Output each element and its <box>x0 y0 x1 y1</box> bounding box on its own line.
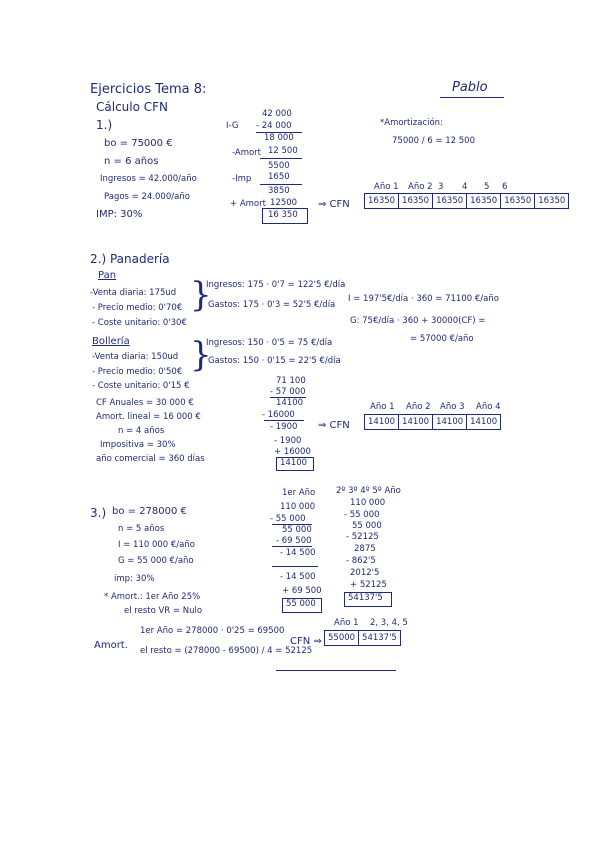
ex2-total-line: = 57000 €/año <box>410 334 474 344</box>
ex3-year: 2, 3, 4, 5 <box>370 618 408 628</box>
ex1-calc: 1650 <box>268 172 290 182</box>
sum-line <box>264 420 304 421</box>
ex1-data-line: Ingresos = 42.000/año <box>100 174 197 184</box>
ex3-amort-first: 1er Año = 278000 · 0'25 = 69500 <box>140 626 285 636</box>
ex2-pan-item: -Venta diaria: 175ud <box>90 288 177 298</box>
page-subtitle: Cálculo CFN <box>96 100 169 114</box>
ex2-calc: 14100 <box>276 398 304 408</box>
ex3-label: 3.) <box>90 506 107 520</box>
table-row <box>365 415 501 430</box>
brace-symbol: } <box>190 275 212 315</box>
ex1-year: 6 <box>502 182 508 192</box>
ex3-year: Año 1 <box>334 618 359 628</box>
ex3-col1: 110 000 <box>280 502 316 512</box>
ex3-col2: - 52125 <box>346 532 379 542</box>
ex3-col1: - 55 000 <box>270 514 306 524</box>
table-cell: 16350 <box>433 194 467 209</box>
ex1-year: 3 <box>438 182 444 192</box>
ex2-extra: año comercial = 360 días <box>96 454 205 464</box>
table-cell: 16350 <box>365 194 399 209</box>
ex2-total-line: I = 197'5€/día · 360 = 71100 €/año <box>348 294 499 304</box>
ex1-result: 16 350 <box>268 210 298 220</box>
ex2-extra: CF Anuales = 30 000 € <box>96 398 194 408</box>
ex2-bolleria-item: -Venta diaria: 150ud <box>92 352 179 362</box>
ex1-year: 5 <box>484 182 490 192</box>
ex3-data-line: n = 5 años <box>118 524 165 534</box>
ex3-amort-note: el resto VR = Nulo <box>124 606 203 616</box>
ex3-data-line: I = 110 000 €/año <box>118 540 195 550</box>
table-cell: 16350 <box>399 194 433 209</box>
ex1-calc: 12500 <box>270 198 298 208</box>
ex1-calc: - 24 000 <box>256 121 292 131</box>
ex2-calc: - 16000 <box>262 410 295 420</box>
ex3-col1-head: 1er Año <box>282 488 316 498</box>
table-cell: 14100 <box>399 415 433 430</box>
sum-line <box>260 184 302 185</box>
ex1-year: Año 2 <box>408 182 433 192</box>
table-cell: 14100 <box>365 415 399 430</box>
ex3-col1: - 14 500 <box>280 572 316 582</box>
ex3-data-line: imp: 30% <box>114 574 155 584</box>
ex1-label: 1.) <box>96 118 113 132</box>
ex3-col2: 2012'5 <box>350 568 380 578</box>
ex2-cfn-table <box>364 414 501 430</box>
ex2-bolleria-title: Bollería <box>92 336 130 347</box>
sum-line <box>272 546 312 547</box>
ex2-bolleria-item: - Precio medio: 0'50€ <box>92 367 183 377</box>
ex3-col1-result: 55 000 <box>286 599 316 609</box>
ex2-result: 14100 <box>280 458 308 468</box>
ex3-col2: - 862'5 <box>346 556 376 566</box>
table-cell: 54137'5 <box>359 631 401 646</box>
end-divider <box>276 670 396 671</box>
ex3-col2: 2875 <box>354 544 376 554</box>
ex2-calc: - 1900 <box>270 422 298 432</box>
ex1-cfn-table <box>364 193 569 209</box>
ex1-calc: 3850 <box>268 186 290 196</box>
ex2-cfn-label: ⇒ CFN <box>318 420 350 431</box>
ex2-year: Año 3 <box>440 402 465 412</box>
ex1-calc: -Amort <box>232 148 262 158</box>
ex2-extra: Impositiva = 30% <box>100 440 176 450</box>
table-cell: 55000 <box>325 631 359 646</box>
ex2-calc: 71 100 <box>276 376 306 386</box>
ex2-pan-item: - Coste unitario: 0'30€ <box>92 318 187 328</box>
ex3-cfn-label: CFN ⇒ <box>290 636 322 647</box>
ex1-calc: + Amort <box>230 199 266 209</box>
ex3-col1: + 69 500 <box>282 586 322 596</box>
page-title: Ejercicios Tema 8: <box>90 82 207 97</box>
ex3-amort-note: * Amort.: 1er Año 25% <box>104 592 201 602</box>
brace-symbol: } <box>190 335 212 375</box>
ex1-calc: 18 000 <box>264 133 294 143</box>
ex1-calc: 12 500 <box>268 146 298 156</box>
ex2-pan-title: Pan <box>98 270 117 281</box>
ex2-year: Año 2 <box>406 402 431 412</box>
ex3-col2: + 52125 <box>350 580 387 590</box>
table-cell: 14100 <box>433 415 467 430</box>
ex1-calc: I-G <box>226 121 239 131</box>
ex2-label: 2.) Panadería <box>90 252 170 266</box>
ex1-amort-calc: 75000 / 6 = 12 500 <box>392 136 475 146</box>
ex2-pan-calc: Ingresos: 175 · 0'7 = 122'5 €/día <box>206 280 346 290</box>
table-cell: 16350 <box>501 194 535 209</box>
ex3-col1: - 69 500 <box>276 536 312 546</box>
table-cell: 16350 <box>467 194 501 209</box>
table-row <box>325 631 401 646</box>
ex3-cfn-table <box>324 630 401 646</box>
ex2-bolleria-item: - Coste unitario: 0'15 € <box>92 381 190 391</box>
ex2-pan-calc: Gastos: 175 · 0'3 = 52'5 €/día <box>208 300 336 310</box>
table-row <box>365 194 569 209</box>
ex3-data-line: bo = 278000 € <box>112 506 187 517</box>
ex2-boll-calc: Gastos: 150 · 0'15 = 22'5 €/día <box>208 356 341 366</box>
ex3-col2: 110 000 <box>350 498 386 508</box>
ex3-col2: 55 000 <box>352 521 382 531</box>
ex2-calc: - 57 000 <box>270 387 306 397</box>
ex1-calc: 5500 <box>268 161 290 171</box>
ex1-data-line: bo = 75000 € <box>104 138 173 149</box>
author-underline <box>440 97 504 98</box>
ex1-cfn-label: ⇒ CFN <box>318 199 350 210</box>
ex1-data-line: IMP: 30% <box>96 209 143 220</box>
ex1-calc: 42 000 <box>262 109 292 119</box>
sum-line <box>272 566 318 567</box>
ex3-col2: - 55 000 <box>344 510 380 520</box>
ex1-amort-title: *Amortización: <box>380 118 443 128</box>
ex3-col1: - 14 500 <box>280 548 316 558</box>
ex2-extra: n = 4 años <box>118 426 165 436</box>
ex1-data-line: Pagos = 24.000/año <box>104 192 190 202</box>
ex3-amort-label: Amort. <box>94 640 128 651</box>
ex2-year: Año 1 <box>370 402 395 412</box>
ex1-calc: -Imp <box>232 174 252 184</box>
ex1-year: 4 <box>462 182 468 192</box>
ex2-total-line: G: 75€/día · 360 + 30000(CF) = <box>350 316 486 326</box>
ex3-data-line: G = 55 000 €/año <box>118 556 194 566</box>
ex2-calc: + 16000 <box>274 447 311 457</box>
ex2-pan-item: - Precio medio: 0'70€ <box>92 303 183 313</box>
ex2-year: Año 4 <box>476 402 501 412</box>
ex2-boll-calc: Ingresos: 150 · 0'5 = 75 €/día <box>206 338 333 348</box>
ex1-data-line: n = 6 años <box>104 156 159 167</box>
ex3-amort-rest: el resto = (278000 - 69500) / 4 = 52125 <box>140 646 313 656</box>
ex2-calc: - 1900 <box>274 436 302 446</box>
ex3-col2-head: 2º 3º 4º 5º Año <box>336 486 401 496</box>
ex3-col2-result: 54137'5 <box>348 593 383 603</box>
ex2-extra: Amort. lineal = 16 000 € <box>96 412 201 422</box>
table-cell: 14100 <box>467 415 501 430</box>
ex1-year: Año 1 <box>374 182 399 192</box>
sum-line <box>260 158 302 159</box>
ex3-col1: 55 000 <box>282 525 312 535</box>
author-mark: Pablo <box>452 80 488 95</box>
table-cell: 16350 <box>535 194 569 209</box>
